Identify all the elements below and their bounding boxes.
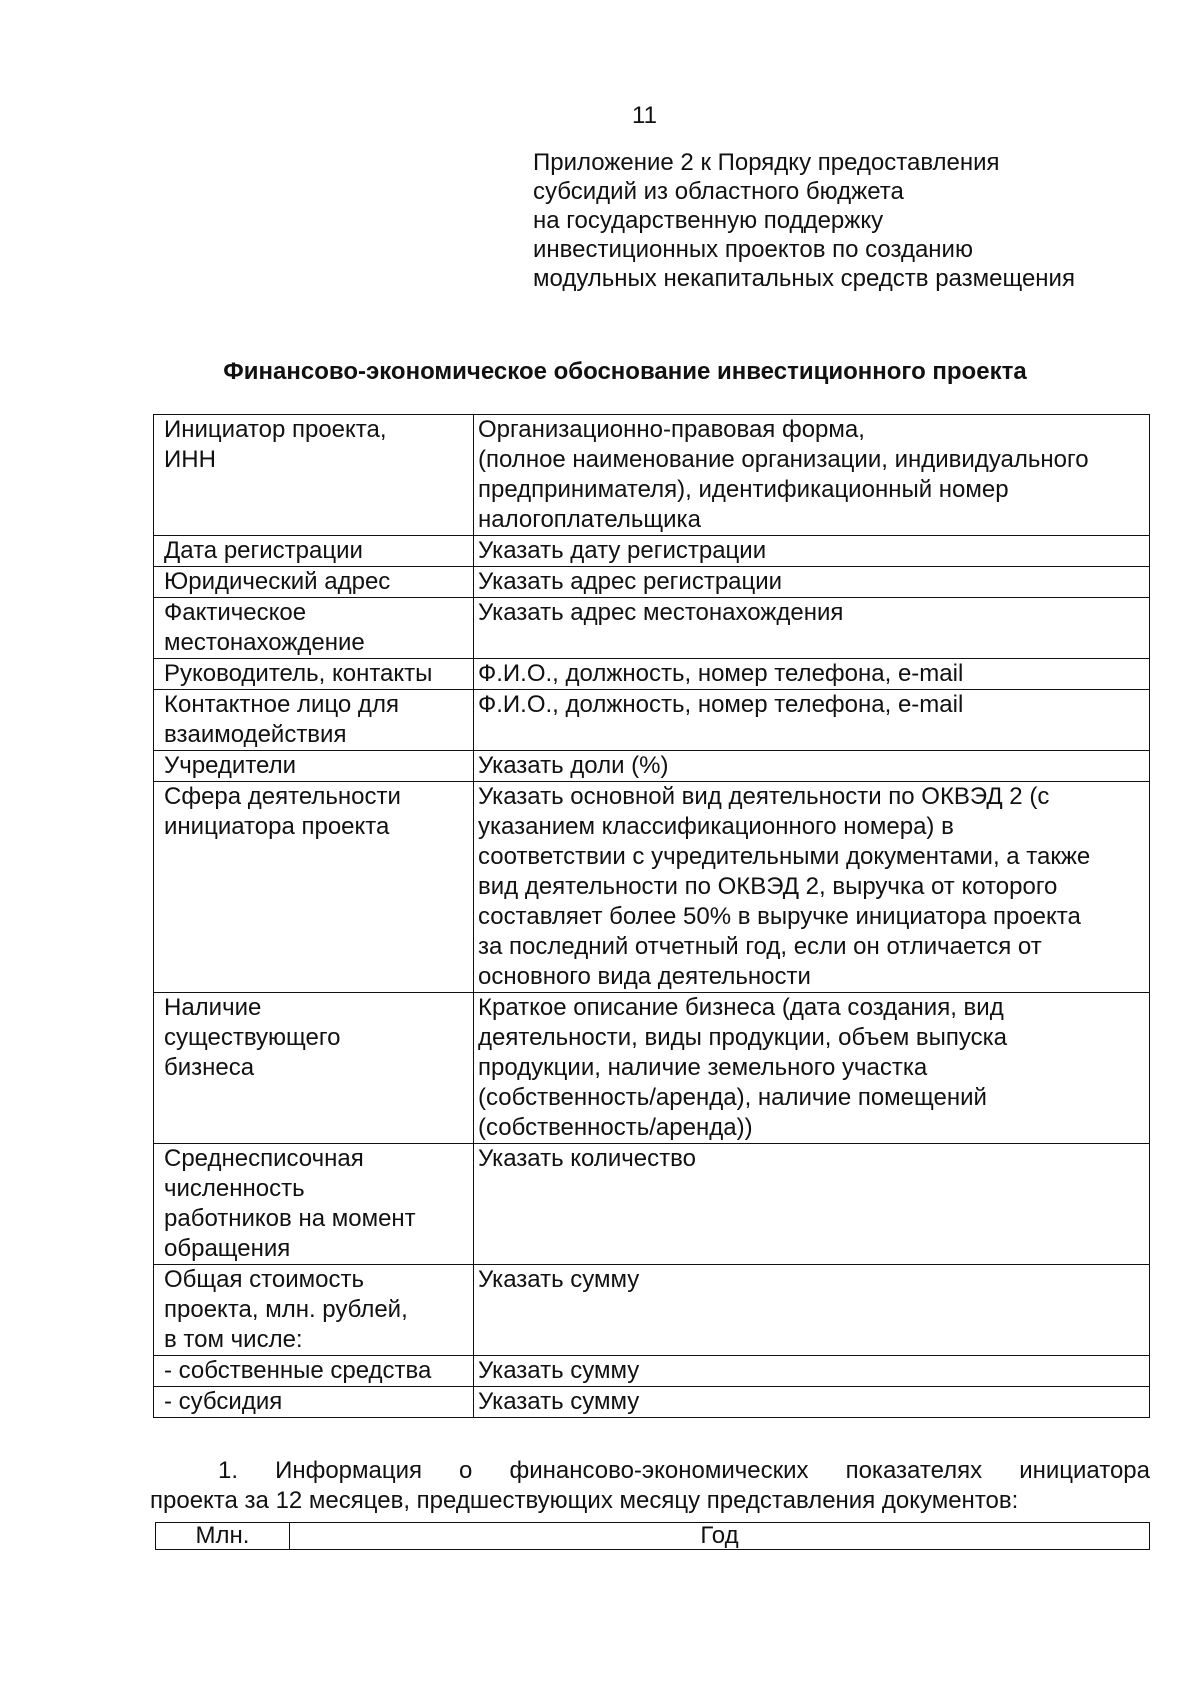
row-value-line: Указать сумму	[478, 1357, 640, 1384]
table-row	[154, 659, 1150, 690]
row-label-cell	[154, 415, 474, 536]
row-value-line: Указать основной вид деятельности по ОКВЭД 2 (с	[478, 783, 1050, 810]
row-value-line: предпринимателя), идентификационный номер	[478, 476, 1009, 503]
row-label-line: Учредители	[164, 752, 297, 779]
row-label-line: численность	[164, 1175, 305, 1202]
row-label-line: Наличие	[164, 994, 262, 1021]
appendix-line: Приложение 2 к Порядку предоставления	[533, 149, 1000, 176]
row-label-line: Юридический адрес	[164, 568, 391, 595]
row-value-line: Ф.И.О., должность, номер телефона, e-mail	[478, 691, 964, 718]
row-value-line: продукции, наличие земельного участка	[478, 1054, 928, 1081]
row-value-line: Ф.И.О., должность, номер телефона, e-mail	[478, 660, 964, 687]
row-value-cell	[474, 567, 1150, 598]
row-value-line: (полное наименование организации, индивидуального	[478, 446, 1089, 473]
row-label-line: - собственные средства	[164, 1357, 432, 1384]
row-label-line: взаимодействия	[164, 721, 347, 748]
row-label-line: местонахождение	[164, 629, 365, 656]
table-row	[154, 993, 1150, 1144]
row-label-line: бизнеса	[164, 1054, 255, 1081]
row-value-line: составляет более 50% в выручке инициатора проекта	[478, 903, 1081, 930]
indicators-year-header: Год	[290, 1523, 1150, 1550]
page-number: 11	[632, 102, 657, 129]
table-row	[154, 567, 1150, 598]
row-value-line: соответствии с учредительными документами, а также	[478, 843, 1091, 870]
row-label-cell	[154, 536, 474, 567]
row-value-cell	[474, 659, 1150, 690]
row-value-line: Указать адрес регистрации	[478, 568, 783, 595]
row-label-line: Дата регистрации	[164, 537, 363, 564]
row-value-cell	[474, 690, 1150, 751]
row-value-line: Указать количество	[478, 1145, 696, 1172]
row-value-line: вид деятельности по ОКВЭД 2, выручка от которого	[478, 873, 1058, 900]
row-label-cell	[154, 1265, 474, 1356]
indicators-unit-header: Млн.	[156, 1523, 290, 1550]
row-value-cell	[474, 1356, 1150, 1387]
row-label-cell	[154, 598, 474, 659]
row-value-line: основного вида деятельности	[478, 963, 811, 990]
row-label-line: ИНН	[164, 446, 216, 473]
row-label-line: обращения	[164, 1235, 291, 1262]
appendix-line: инвестиционных проектов по созданию	[533, 236, 973, 263]
row-value-line: (собственность/аренда))	[478, 1114, 753, 1141]
row-label-cell	[154, 1356, 474, 1387]
row-label-line: инициатора проекта	[164, 813, 390, 840]
row-label-cell	[154, 690, 474, 751]
document-title: Финансово-экономическое обоснование инвестиционного проекта	[223, 358, 1027, 385]
row-value-cell	[474, 536, 1150, 567]
row-label-line: Общая стоимость	[164, 1266, 364, 1293]
table-row	[154, 1265, 1150, 1356]
table-row	[154, 690, 1150, 751]
row-label-line: Руководитель, контакты	[164, 660, 433, 687]
row-label-line: Сфера деятельности	[164, 783, 401, 810]
row-label-line: работников на момент	[164, 1205, 416, 1232]
table-row	[154, 1144, 1150, 1265]
row-value-line: Указать доли (%)	[478, 752, 669, 779]
row-label-line: существующего	[164, 1024, 341, 1051]
row-label-line: Фактическое	[164, 599, 307, 626]
table-row	[154, 1356, 1150, 1387]
appendix-note	[533, 148, 1153, 293]
row-label-line: в том числе:	[164, 1326, 303, 1353]
indicators-header-row	[156, 1523, 1150, 1550]
row-value-line: Указать сумму	[478, 1266, 640, 1293]
table-row	[154, 751, 1150, 782]
row-value-cell	[474, 751, 1150, 782]
project-info-table	[153, 414, 1150, 1418]
section-1-line: проекта за 12 месяцев, предшествующих месяцу представления документов:	[150, 1487, 1019, 1514]
row-label-cell	[154, 993, 474, 1144]
row-value-cell	[474, 1387, 1150, 1418]
row-label-line: Среднесписочная	[164, 1145, 364, 1172]
table-row	[154, 598, 1150, 659]
row-value-line: Указать сумму	[478, 1388, 640, 1415]
row-label-cell	[154, 567, 474, 598]
appendix-line: модульных некапитальных средств размещения	[533, 265, 1075, 292]
appendix-line: на государственную поддержку	[533, 207, 884, 234]
row-label-line: Инициатор проекта,	[164, 416, 387, 443]
section-1-line: 1. Информация о финансово-экономических показателях инициатора	[218, 1457, 1150, 1484]
row-value-line: налогоплательщика	[478, 506, 701, 533]
row-value-line: указанием классификационного номера) в	[478, 813, 954, 840]
row-label-cell	[154, 1144, 474, 1265]
row-value-cell	[474, 782, 1150, 993]
row-label-line: проекта, млн. рублей,	[164, 1296, 408, 1323]
row-value-line: (собственность/аренда), наличие помещений	[478, 1084, 987, 1111]
section-1-heading	[150, 1456, 1150, 1516]
appendix-line: субсидий из областного бюджета	[533, 178, 904, 205]
table-row	[154, 782, 1150, 993]
row-value-line: Указать дату регистрации	[478, 537, 767, 564]
row-value-line: деятельности, виды продукции, объем выпуска	[478, 1024, 1008, 1051]
row-value-cell	[474, 993, 1150, 1144]
row-label-cell	[154, 751, 474, 782]
row-label-cell	[154, 782, 474, 993]
row-label-cell	[154, 659, 474, 690]
row-label-line: Контактное лицо для	[164, 691, 399, 718]
table-row	[154, 1387, 1150, 1418]
table-row	[154, 415, 1150, 536]
row-value-line: Указать адрес местонахождения	[478, 599, 844, 626]
row-value-cell	[474, 598, 1150, 659]
table-row	[154, 536, 1150, 567]
indicators-table	[155, 1522, 1150, 1550]
row-value-line: Организационно-правовая форма,	[478, 416, 865, 443]
row-value-line: Краткое описание бизнеса (дата создания, вид	[478, 994, 1004, 1021]
row-value-cell	[474, 1265, 1150, 1356]
row-label-cell	[154, 1387, 474, 1418]
row-value-line: за последний отчетный год, если он отличается от	[478, 933, 1042, 960]
row-label-line: - субсидия	[164, 1388, 283, 1415]
row-value-cell	[474, 415, 1150, 536]
row-value-cell	[474, 1144, 1150, 1265]
